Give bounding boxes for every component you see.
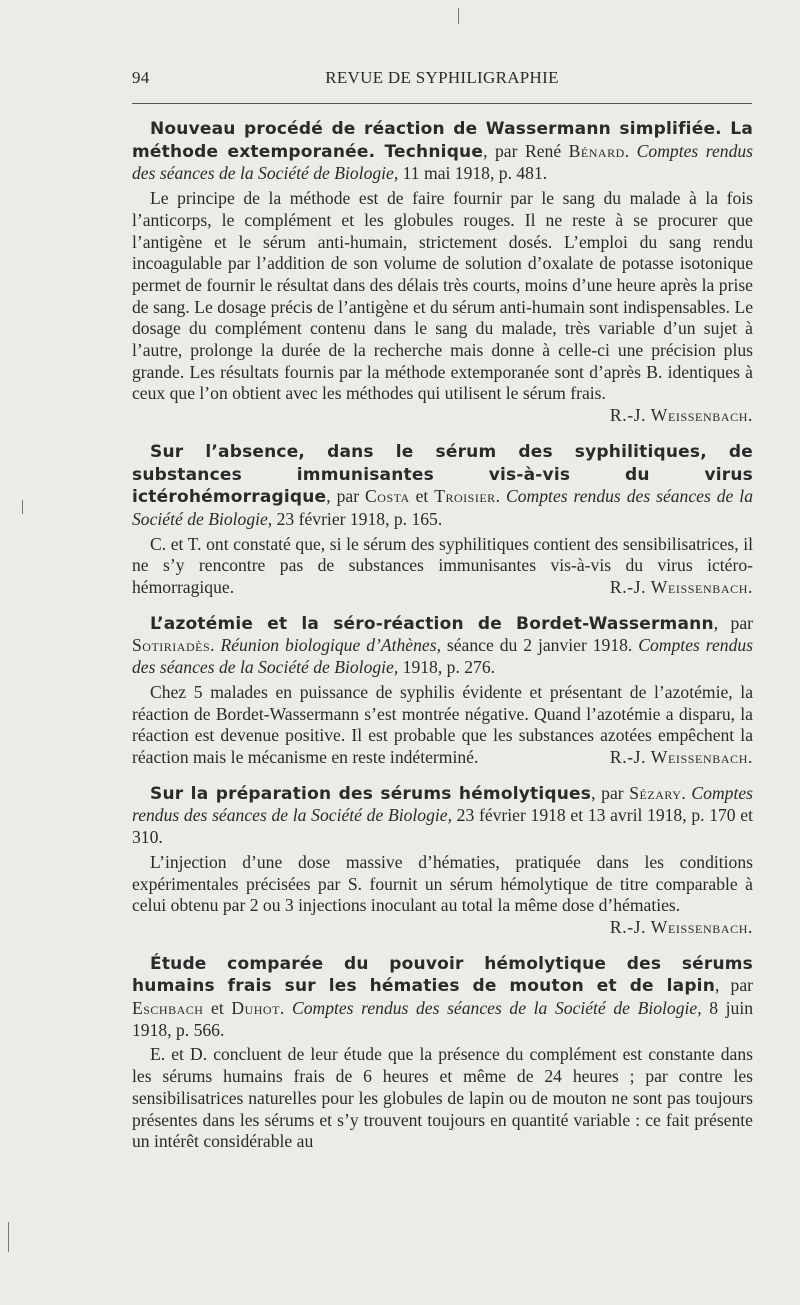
scan-mark <box>8 1222 9 1252</box>
reference: séance du 2 janvier 1918. <box>440 635 639 656</box>
citation: Sur l’absence, dans le sérum des syphilitiques, de substances immunisantes vis-à-vis du virus ictérohémorragique, par Costa et Troisier. Comptes rendus des séances de la Société de Biologie, 23 février 1918, p. 165. <box>132 441 753 529</box>
reference: 23 février 1918, p. 165. <box>272 508 443 529</box>
reference: 11 mai 1918, p. 481. <box>398 163 548 184</box>
page-header <box>132 68 752 94</box>
citation: Nouveau procédé de réaction de Wassermann simplifiée. La méthode extemporanée. Technique, par René Bénard. Comptes rendus des séances de la Société de Biologie, 11 mai 1918, p. 481. <box>132 119 754 184</box>
signature: R.-J. Weissenbach. <box>609 746 753 767</box>
scan-mark <box>458 8 459 24</box>
abstract-body: L’injection d’une dose massive d’hématies, pratiquée dans les conditions expérimentales précisées par S. fournit un sérum hémolytique de titre comparable à celui obtenu par 2 ou 3 injections inoculant au total la même dose d’hématies. R.-J. Weissenbach. <box>132 851 753 937</box>
journal-name: Comptes rendus des séances de la Société de Biologie, <box>132 486 753 529</box>
signature: R.-J. Weissenbach. <box>609 577 753 598</box>
citation: Sur la préparation des sérums hémolytiques, par Sézary. Comptes rendus des séances de la Société de Biologie, 23 février 1918 et 13 avril 1918, p. 170 et 310. <box>132 782 753 848</box>
journal-name: Comptes rendus des séances de la Société de Biologie, <box>132 140 754 184</box>
article-title: Sur l’absence, dans le sérum des syphilitiques, de substances immunisantes vis-à-vis du virus ictérohémorragique <box>132 441 753 508</box>
abstract-body: Le principe de la méthode est de faire fournir par le sang du malade à la fois l’anticorps, le complément et les globules rouges. Il ne reste à se procurer que l’antigène et le sérum anti-humain, strictement dosés. L’emploi du sang rendu incoagulable par l’addition de son volume de solution d’oxalate de potasse isotonique permet de fournir le résultat dans des délais très courts, moins d’une heure après la prise de sang. Le dosage précis de l’antigène et du sérum anti-humain sont indispensables. Le dosage du complément contenu dans le sang du malade, très variable d’un sujet à l’autre, prolonge la durée de la recherche mais donne à celle-ci une précision plus grande. Les résultats fournis par la méthode extemporanée sont d’après B. identiques à ceux que l’on obtient avec les méthodes qui utilisent le sérum frais. R.-J. Weissenbach. <box>132 188 753 426</box>
journal-name: Comptes rendus des séances de la Société de Biologie, <box>132 635 754 678</box>
reference: 23 février 1918 et 13 avril 1918, p. 170 et 310. <box>132 805 753 848</box>
signature: R.-J. Weissenbach. <box>609 916 753 937</box>
article-title: L’azotémie et la séro-réaction de Bordet-Wassermann <box>150 613 714 634</box>
article-title: Étude comparée du pouvoir hémolytique des sérums humains frais sur les hématies de mouton et de lapin <box>132 953 753 997</box>
author-name: Costa <box>365 486 410 507</box>
abstract-entry <box>132 441 753 599</box>
scan-mark <box>22 500 23 514</box>
journal-name: Réunion biologique d’Athènes, <box>220 635 441 656</box>
journal-name: Comptes rendus des séances de la Société de Biologie, <box>291 998 702 1019</box>
abstract-body: Chez 5 malades en puissance de syphilis évidente et présentant de l’azotémie, la réaction de Bordet-Wassermann s’est montrée négative. Quand l’azotémie a disparu, la réaction est devenue positive. Il est probable que les substances azotées empêchent la réaction mais le mécanisme en reste indéterminé. R.-J. Weissenbach. <box>132 681 753 767</box>
abstract-body: C. et T. ont constaté que, si le sérum des syphilitiques contient des sensibilisatrices, il ne s’y rencontre pas de substances immunisantes vis-à-vis du virus ictéro-hémorragique. R.-J. Weissenbach. <box>132 533 753 598</box>
article-title: Nouveau procédé de réaction de Wassermann simplifiée. La méthode extemporanée. Technique <box>132 119 753 162</box>
header-rule <box>132 103 752 104</box>
author-name: Bénard <box>568 140 625 161</box>
abstract-entry <box>132 783 753 939</box>
abstract-body: E. et D. concluent de leur étude que la présence du complément est constante dans les sérums humains frais de 6 heures et même de 24 heures ; par contre les sensibilisatrices naturelles pour les globules de lapin ou de mouton ne sont pas toujours présentes dans les sérums et s’y trouvent toujours en quantité variable : ce fait présente un intérêt considérable au <box>132 1044 753 1152</box>
signature: R.-J. Weissenbach. <box>609 405 753 426</box>
abstract-entry <box>132 613 753 769</box>
abstracts-column <box>132 118 753 1167</box>
author-name: Sézary <box>629 782 682 803</box>
reference: 8 juin 1918, p. 566. <box>132 998 753 1040</box>
page-number: 94 <box>132 68 150 87</box>
author-name: Sotiriadès <box>132 635 211 656</box>
article-title: Sur la préparation des sérums hémolytiques <box>150 783 592 804</box>
reference: 1918, p. 276. <box>398 657 496 678</box>
journal-name: Comptes rendus des séances de la Société de Biologie, <box>132 782 753 826</box>
abstract-entry <box>132 118 753 427</box>
author-name: Eschbach <box>132 998 204 1019</box>
author-name: Troisier <box>434 486 496 507</box>
citation: L’azotémie et la séro-réaction de Bordet-Wassermann, par Sotiriadès. Réunion biologique d’Athènes, séance du 2 janvier 1918. Comptes rendus des séances de la Société de Biologie, 1918, p. 276. <box>132 612 754 678</box>
abstract-entry <box>132 953 753 1153</box>
author-name: Duhot <box>231 998 280 1019</box>
running-title: REVUE DE SYPHILIGRAPHIE <box>325 68 559 87</box>
citation: Étude comparée du pouvoir hémolytique des sérums humains frais sur les hématies de mouton et de lapin, par Eschbach et Duhot. Comptes rendus des séances de la Société de Biologie, 8 juin 1918, p. 566. <box>132 953 753 1040</box>
